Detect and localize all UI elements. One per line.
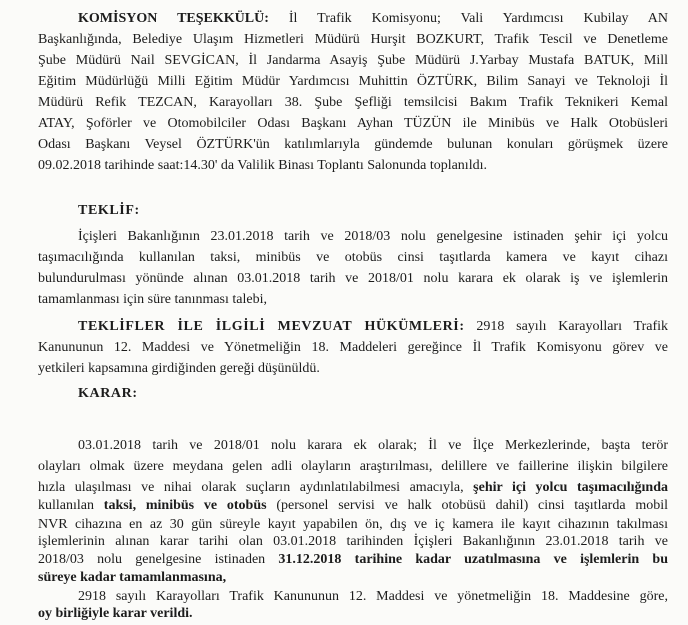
mevzuat-line-1: TEKLİFLER İLE İLGİLİ MEVZUAT HÜKÜMLERİ: 2918 sayılı Karayolları Trafik (78, 319, 668, 334)
komisyon-line-1: KOMİSYON TEŞEKKÜLÜ: İl Trafik Komisyonu; Vali Yardımcısı Kubilay AN (78, 11, 668, 26)
karar-line-7: 2018/03 nolu genelgesine istinaden 31.12.2018 tarihine kadar uzatılmasına ve işlemlerin bu (38, 552, 668, 567)
mevzuat-heading: TEKLİFLER İLE İLGİLİ MEVZUAT HÜKÜMLERİ: (78, 319, 465, 334)
komisyon-line-5: Müdürü Refik TEZCAN, Karayolları 38. Şube Şefliği temsilcisi Bakım Trafik Teknikeri Kemal (38, 95, 668, 110)
teklif-line-2: taşımacılığında kullanılan taksi, minibüs ve otobüs cinsi taşıtlarda kamera ve kayıt cihazı (38, 250, 668, 265)
komisyon-line-6: ATAY, Şoförler ve Otomobilciler Odası Başkanı Ayhan TÜZÜN ile Minibüs ve Halk Otobüsleri (38, 116, 668, 131)
komisyon-line-8: 09.02.2018 tarihinde saat:14.30' da Valilik Binası Toplantı Salonunda toplanıldı. (38, 158, 487, 173)
teklif-line-4: tamamlanması için süre tanınması talebi, (38, 292, 267, 307)
teklif-line-1: İçişleri Bakanlığının 23.01.2018 tarih ve 2018/03 nolu genelgesine istinaden şehir içi yolcu (78, 229, 668, 244)
teklif-heading: TEKLİF: (78, 203, 140, 218)
karar-line-6: işlemlerinin alınan karar tarihi olan 03.01.2018 tarihinden İçişleri Bakanlığının 23.01.2018 tarih ve (38, 534, 668, 549)
mevzuat-line-3: yetkileri kapsamına girdiğinden gereği düşünüldü. (38, 361, 320, 376)
karar-line-4: kullanılan taksi, minibüs ve otobüs (personel servisi ve halk otobüsü dahil) cinsi taşıtlarda mobil (38, 498, 669, 513)
karar-line-3: hızla ulaşılması ve nihai olarak suçların aydınlatılabilmesi amacıyla, şehir içi yolcu taşımacılığında (38, 480, 668, 495)
karar-line-5: NVR cihazına en az 30 gün süreyle kayıt yapabilen ön, dış ve iç kamera ile kayıt cihazının takılması (38, 517, 668, 532)
teklif-line-3: bulundurulması yönünde alınan 03.01.2018 tarih ve 2018/01 nolu karara ek olarak iş ve işlemlerin (38, 271, 668, 286)
karar-line-9: 2918 sayılı Karayolları Trafik Kanununun 12. Maddesi ve yönetmeliğin 18. Maddesine göre, (78, 589, 668, 604)
karar-heading: KARAR: (78, 386, 138, 401)
komisyon-line-7: Odası Başkanı Veysel ÖZTÜRK'ün katılımlarıyla gündemde bulunan konuları görüşmek üzere (38, 137, 668, 152)
komisyon-line-2: Başkanlığında, Belediye Ulaşım Hizmetleri Müdürü Hurşit BOZKURT, Trafik Tescil ve Denetleme (38, 32, 668, 47)
komisyon-heading: KOMİSYON TEŞEKKÜLÜ: (78, 11, 269, 26)
komisyon-line-4: Eğitim Müdürlüğü Milli Eğitim Müdür Yardımcısı Muhittin ÖZTÜRK, Bilim Sanayi ve Teknoloji İl (38, 74, 668, 89)
karar-line-1: 03.01.2018 tarih ve 2018/01 nolu karara ek olarak; İl ve İlçe Merkezlerinde, başta terör (78, 438, 668, 453)
karar-line-2: olayları olmak üzere meydana gelen adli olayların araştırılması, delillere ve faillerine ilişkin bilgilere (38, 459, 668, 474)
karar-line-8: süreye kadar tamamlanmasına, (38, 570, 227, 585)
karar-line-10: oy birliğiyle karar verildi. (38, 606, 193, 621)
mevzuat-line-2: Kanununun 12. Maddesi ve Yönetmeliğin 18. Maddeleri gereğince İl Trafik Komisyonu görev ve (38, 340, 668, 355)
komisyon-line-3: Şube Müdürü Nail SEVGİCAN, İl Jandarma Asayiş Şube Müdürü J.Yarbay Mustafa BATUK, Mill (38, 53, 668, 68)
